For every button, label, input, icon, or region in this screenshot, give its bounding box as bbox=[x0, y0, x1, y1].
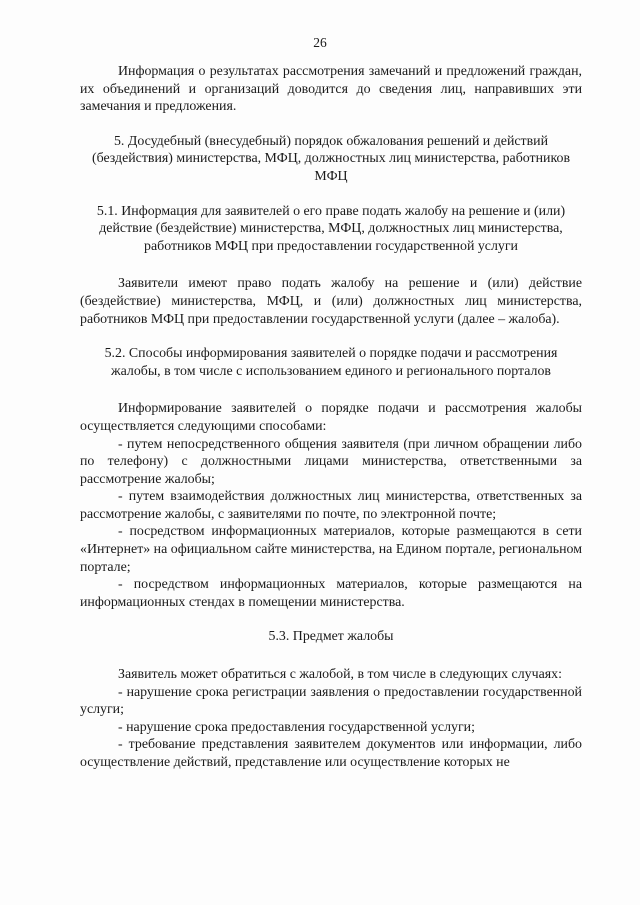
document-body bbox=[80, 63, 582, 772]
list-item-internet-materials: - посредством информационных материалов, которые размещаются в сети «Интернет» на официальном сайте министерства, на Едином портале, региональном портале; bbox=[80, 524, 582, 575]
section-5-2-heading: 5.2. Способы информирования заявителей о порядке подачи и рассмотрения жалобы, в том числе с использованием единого и регионального порталов bbox=[104, 346, 558, 379]
paragraph-informing-methods: Информирование заявителей о порядке подачи и рассмотрения жалобы осуществляется следующими способами: bbox=[80, 401, 582, 434]
section-5-heading: 5. Досудебный (внесудебный) порядок обжалования решений и действий (бездействия) министерства, МФЦ, должностных лиц министерства, работников МФЦ bbox=[91, 133, 571, 184]
paragraph-right-to-complain: Заявители имеют право подать жалобу на решение и (или) действие (бездействие) министерства, МФЦ, и (или) должностных лиц министерства, работников МФЦ при предоставлении государственной услуги (далее – жалоба). bbox=[80, 276, 582, 327]
list-item-registration-deadline: - нарушение срока регистрации заявления о предоставлении государственной услуги; bbox=[80, 684, 582, 718]
paragraph-feedback-info: Информация о результатах рассмотрения замечаний и предложений граждан, их объединений и организаций доводится до сведения лиц, направивших эти замечания и предложения. bbox=[80, 64, 582, 115]
page-number: 26 bbox=[313, 35, 327, 50]
list-item-direct-communication: - путем непосредственного общения заявителя (при личном обращении либо по телефону) с должностными лицами министерства, ответственными за рассмотрение жалобы; bbox=[80, 436, 582, 487]
paragraph-complaint-cases: Заявитель может обратиться с жалобой, в том числе в следующих случаях: bbox=[118, 667, 562, 683]
list-item-service-deadline: - нарушение срока предоставления государственной услуги; bbox=[118, 719, 475, 735]
section-5-3-heading: 5.3. Предмет жалобы bbox=[268, 629, 394, 645]
section-5-1-heading: 5.1. Информация для заявителей о его праве подать жалобу на решение и (или) действие (бездействие) министерства, МФЦ, должностных лиц министерства, работников МФЦ при предоставлении государственной услуги bbox=[96, 203, 566, 254]
list-item-stand-materials: - посредством информационных материалов, которые размещаются на информационных стендах в помещении министерства. bbox=[80, 577, 582, 610]
list-item-mail-interaction: - путем взаимодействия должностных лиц министерства, ответственных за рассмотрение жалобы, с заявителями по почте, по электронной почте; bbox=[80, 489, 582, 522]
list-item-document-requirement: - требование представления заявителем документов или информации, либо осуществление действий, представление или осуществление которых не bbox=[80, 737, 582, 770]
